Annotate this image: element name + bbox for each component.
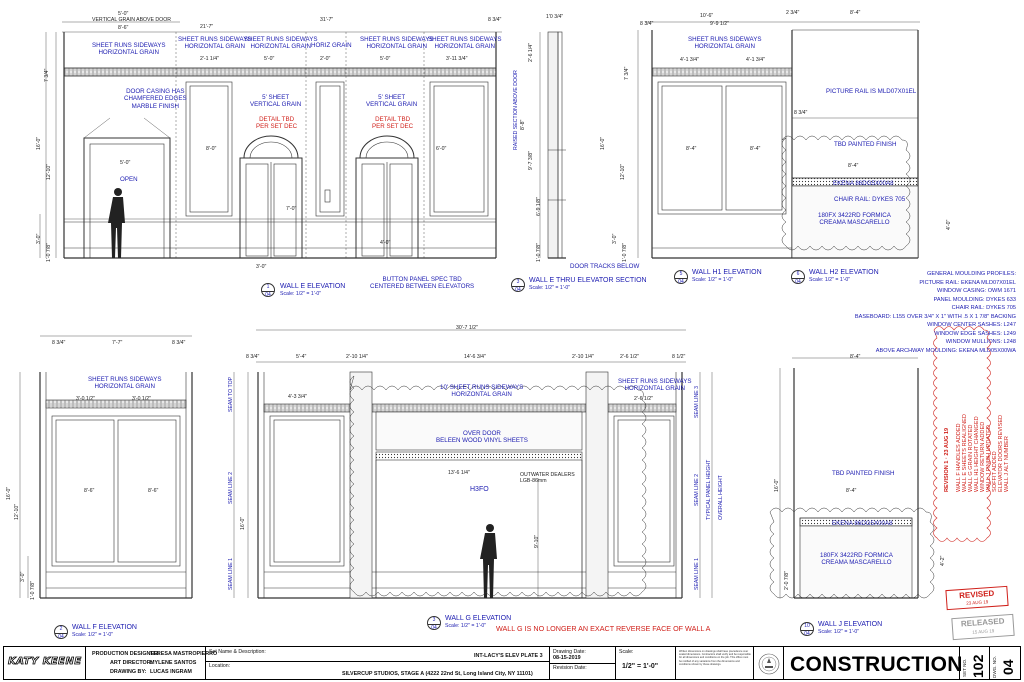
note-g-sheet: 10' SHEET RUNS SIDEWAYS HORIZONTAL GRAIN — [440, 384, 524, 399]
note-h2-picture-rail: PICTURE RAIL IS MLD07X01EL — [826, 88, 917, 95]
note-g-over-door: OVER DOOR BELEEN WOOD VINYL SHEETS — [436, 430, 528, 445]
dim-h1-p2: 4'-1 3/4" — [746, 57, 765, 63]
note-e-sheet5: SHEET RUNS SIDEWAYS HORIZONTAL GRAIN — [428, 36, 502, 51]
dim-e-top4: 31'-7" — [320, 17, 334, 23]
dim-f-h3: 3'-0" — [20, 571, 26, 582]
profile-item: WINDOW CENTER SASHES: L247 — [927, 322, 1016, 328]
dim-e-d1: 5'-0" — [120, 160, 131, 166]
db-label: DRAWING BY: — [110, 669, 147, 675]
dim-g-b: 5'-4" — [296, 354, 307, 360]
credits-cell — [86, 647, 218, 679]
note-h1-sheet: SHEET RUNS SIDEWAYS HORIZONTAL GRAIN — [688, 36, 762, 51]
dim-h1-h3: 12'-10" — [620, 163, 626, 180]
banner-note-wall-g: WALL G IS NO LONGER AN EXACT REVERSE FACE OF WALL A — [496, 624, 711, 633]
dim-g-d: 14'-6 3/4" — [464, 354, 486, 360]
set-name-label: Set Name & Description: — [209, 649, 266, 655]
title-wall-e-thru: WALL E THRU ELEVATOR SECTION — [529, 277, 647, 284]
set-cell — [206, 647, 550, 679]
profile-item: BASEBOARD: L155 OVER 3/4" X 1" WITH .5 X 1 7/8" BACKING — [854, 313, 1016, 320]
dim-h1-top1: 10'-6" — [700, 13, 714, 19]
dim-j-top: 8'-4" — [850, 354, 861, 360]
note-e-door-casing: DOOR CASING HAS CHAMFERED EDGES MARBLE FINISH — [124, 88, 187, 110]
note-et-tracks: DOOR TRACKS BELOW — [570, 263, 640, 270]
note-g-sheet2: SHEET RUNS SIDEWAYS HORIZONTAL GRAIN — [618, 378, 692, 393]
dim-e-top1: 5'-0" — [118, 11, 129, 17]
note-j-ekena: EKENA 86DG5X00A8 — [832, 520, 893, 527]
note-g-seam-r3: SEAM LINE 3 — [694, 385, 700, 418]
dim-et-h5: 1'-0 7/8" — [536, 243, 542, 262]
pd-label: PRODUCTION DESIGNER: — [92, 651, 160, 657]
title-wall-h2: WALL H2 ELEVATION — [809, 269, 879, 276]
section-bubble-h2: 6 04 — [791, 270, 805, 284]
released-stamp: RELEASED 15 AUG 19 — [951, 614, 1014, 640]
dim-g-p1: 4'-3 3/4" — [288, 394, 307, 400]
dim-j-w: 8'-4" — [846, 488, 857, 494]
dim-e-s4: 5'-0" — [380, 56, 391, 62]
note-e-sheet1: SHEET RUNS SIDEWAYS HORIZONTAL GRAIN — [92, 42, 166, 57]
scale-wall-g: Scale: 1/2" = 1'-0" — [445, 623, 487, 629]
dim-e-h5: 1'-0 7/8" — [46, 243, 52, 262]
dim-e-d6: 3'-0" — [256, 264, 267, 270]
dim-e-d2: 8'-0" — [206, 146, 217, 152]
profile-item: PANEL MOULDING: DYKES 633 — [933, 296, 1016, 303]
dim-et-h3: 9'-7 3/8" — [528, 151, 534, 170]
disclaimer-text: Written dimensions on drawings shall have precedence over scaled dimensions. Contractors shall verify and be responsible for all dimensions and conditions on the job. This office must be notified of any variations from the dimensions and conditions shown by these drawings. — [679, 650, 751, 666]
dim-e-top2: 8'-6" — [118, 25, 129, 31]
dim-e-h1: 7 3/4" — [44, 68, 50, 82]
dim-e-h4: 3'-0" — [36, 233, 42, 244]
wall-g-drawing — [234, 330, 712, 598]
title-block — [3, 646, 1021, 680]
set-no-cell — [960, 647, 990, 679]
dim-e-h2: 16'-0" — [36, 136, 42, 150]
scale-wall-e-thru: Scale: 1/2" = 1'-0" — [529, 285, 571, 291]
title-wall-j: WALL J ELEVATION — [818, 621, 883, 628]
profile-item: CHAIR RAIL: DYKES 705 — [951, 305, 1016, 311]
dim-h1-top3: 9'-9 1/2" — [710, 21, 729, 27]
dim-h2-top1: 2 3/4" — [786, 10, 800, 16]
db-value: LUCAS INGRAM — [150, 669, 192, 675]
scale-wall-f: Scale: 1/2" = 1'-0" — [72, 632, 114, 638]
note-j-formica: 180FX 3422RD FORMICA CREAMA MASCARELLO — [820, 552, 893, 567]
general-moulding-profiles — [855, 270, 1016, 355]
title-wall-e: WALL E ELEVATION — [280, 283, 346, 290]
dim-h2-w: 8'-4" — [848, 163, 859, 169]
dim-j-h2: 4'-2" — [940, 555, 946, 566]
revision-item: SOFFIT ADDED — [992, 451, 998, 492]
note-g-overall: OVERALL HEIGHT — [718, 475, 724, 520]
dim-g-g: 8 1/2" — [672, 354, 686, 360]
disclaimer-cell — [676, 647, 754, 679]
dim-f-pan2: 8'-6" — [148, 488, 159, 494]
revision-item: WALL H1 HEIGHT CHANGED — [974, 416, 980, 492]
scale-value: 1/2" = 1'-0" — [622, 663, 659, 670]
scale-cell — [616, 647, 676, 679]
note-g-seam-r2: SEAM LINE 2 — [694, 473, 700, 506]
dim-g-top1: 30'-7 1/2" — [456, 325, 478, 331]
dim-f-pan: 8'-6" — [84, 488, 95, 494]
profile-item: WINDOW MULLIONS: L248 — [945, 339, 1016, 345]
dim-g-p2: 2'-6 1/2" — [634, 396, 653, 402]
dim-h1-pan-a: 8'-4" — [686, 146, 697, 152]
dim-h1-h1: 7 3/4" — [624, 66, 630, 80]
dim-j-h: 16'-0" — [774, 478, 780, 492]
dim-f-top1: 8 3/4" — [52, 340, 66, 346]
scale-wall-h2: Scale: 1/2" = 1'-0" — [809, 277, 851, 283]
set-no-value: 102 — [970, 654, 986, 678]
dim-g-a: 8 3/4" — [246, 354, 260, 360]
section-bubble-e-thru: 3 04 — [511, 278, 525, 292]
drawing-date-label: Drawing Date: — [553, 649, 586, 655]
title-wall-g: WALL G ELEVATION — [445, 615, 512, 622]
note-et-raised: RAISED SECTION ABOVE DOOR — [513, 70, 519, 150]
dim-f-p2: 3'-0 1/2" — [132, 396, 151, 402]
dwg-no-cell — [990, 647, 1021, 679]
note-h2-ekena: EKENA 86DG5X00A8 — [833, 180, 894, 187]
sheet-title-cell — [784, 647, 963, 679]
seal-cell — [754, 647, 784, 679]
dim-h1-h2: 16'-0" — [600, 136, 606, 150]
dim-et-h2: 8'-8" — [520, 119, 526, 130]
note-e-detail2: DETAIL TBD PER SET DEC — [372, 116, 414, 131]
dim-e-top5: 8 3/4" — [488, 17, 502, 23]
note-e-sheet4: SHEET RUNS SIDEWAYS HORIZONTAL GRAIN — [360, 36, 434, 51]
note-h2-tbd: TBD PAINTED FINISH — [834, 141, 897, 148]
note-h2-chair: CHAIR RAIL: DYKES 705 — [834, 196, 906, 203]
dim-h1-h4: 3'-0" — [612, 233, 618, 244]
show-logo: KATY KEENE — [8, 656, 82, 667]
human-scale-figure-g — [480, 524, 497, 598]
note-f-sheet: SHEET RUNS SIDEWAYS HORIZONTAL GRAIN — [88, 376, 162, 391]
dim-et-h4: 6'-9 1/8" — [536, 197, 542, 216]
dim-g-h2: 16'-0" — [240, 516, 246, 530]
dwg-no-label: DWG. NO. — [992, 656, 997, 678]
ad-label: ART DIRECTOR: — [110, 660, 153, 666]
dim-h2-h: 4'-0" — [946, 219, 952, 230]
note-g-typical: TYPICAL PANEL HEIGHT — [706, 459, 712, 520]
dim-f-h2: 12'-10" — [14, 503, 20, 520]
revision-date-label: Revision Date: — [553, 665, 587, 671]
dim-g-e: 2'-10 1/4" — [572, 354, 594, 360]
set-no-label: SET NO. — [962, 658, 967, 677]
location-value: SILVERCUP STUDIOS, STAGE A (4222 22nd St, Long Island City, NY 11101) — [342, 671, 533, 677]
dim-e-s2: 5'-0" — [264, 56, 275, 62]
dim-g-c: 2'-10 1/4" — [346, 354, 368, 360]
title-wall-h1: WALL H1 ELEVATION — [692, 269, 762, 276]
scale-wall-j: Scale: 1/2" = 1'-0" — [818, 629, 860, 635]
dim-e-s1: 2'-1 1/4" — [200, 56, 219, 62]
dim-e-s5: 3'-11 3/4" — [446, 56, 468, 62]
profile-item: ABOVE ARCHWAY MOULDING: EKENA MLD05X00WA — [875, 347, 1016, 354]
dim-f-top3: 8 3/4" — [172, 340, 186, 346]
profile-item: PICTURE RAIL: EKENA MLD07X01EL — [919, 279, 1016, 286]
section-bubble-g: 3 04 — [427, 616, 441, 630]
location-label: Location: — [209, 663, 231, 669]
note-e-detail1: DETAIL TBD PER SET DEC — [256, 116, 298, 131]
dim-e-s3: 2'-0" — [320, 56, 331, 62]
dim-e-d4: 7'-0" — [286, 206, 297, 212]
dim-h1-p1: 4'-1 3/4" — [680, 57, 699, 63]
dim-g-h1: 9'-10" — [534, 534, 540, 548]
dim-e-h3: 12'-10" — [46, 163, 52, 180]
dim-h1-pan-b: 8'-4" — [750, 146, 761, 152]
dim-f-h1: 16'-0" — [6, 486, 12, 500]
dim-f-top2: 7'-7" — [112, 340, 123, 346]
pd-value: TERESA MASTROPIERRO — [150, 651, 218, 657]
dim-et-top: 1'0 3/4" — [546, 14, 564, 20]
dim-e-d3: 6'-0" — [436, 146, 447, 152]
dim-g-door: 13'-6 1/4" — [448, 470, 470, 476]
dates-cell — [550, 647, 616, 679]
dim-f-p1: 3'-0 1/2" — [76, 396, 95, 402]
note-e-vg2: 5' SHEET VERTICAL GRAIN — [366, 94, 418, 109]
dim-h1-top2: 8 3/4" — [640, 21, 654, 27]
section-bubble-j: 10 04 — [800, 622, 814, 636]
scale-wall-h1: Scale: 1/2" = 1'-0" — [692, 277, 734, 283]
dim-f-h4: 1'-0 7/8" — [30, 581, 36, 600]
drawing-date-value: 08-15-2019 — [553, 655, 581, 661]
note-g-seam-top: SEAM TO TOP — [228, 376, 234, 412]
note-e-button-panel: BUTTON PANEL SPEC TBD CENTERED BETWEEN ELEVATORS — [370, 276, 475, 291]
note-e-vg1: 5' SHEET VERTICAL GRAIN — [250, 94, 302, 109]
note-e-open: OPEN — [120, 176, 138, 183]
union-seal-icon — [754, 647, 784, 681]
note-g-mirror-sign: H3FO — [470, 486, 489, 493]
revision-item: WALL E SHEETS REALIGNED — [962, 414, 968, 492]
section-bubble-e: 1 04 — [261, 283, 275, 297]
human-scale-figure — [108, 188, 125, 258]
dim-e-d5: 4'-0" — [380, 240, 391, 246]
note-g-cornice: OUTWATER DEALERS LGB-86mm — [520, 472, 575, 484]
revision-item: WALL J ALT NUMBER — [1004, 436, 1010, 492]
revised-stamp: REVISED 23 AUG 19 — [945, 586, 1008, 610]
logo-cell — [4, 647, 86, 679]
note-g-seam-r1: SEAM LINE 1 — [694, 557, 700, 590]
scale-label: Scale: — [619, 649, 634, 655]
dim-j-h3: 2'-0 7/8" — [784, 571, 790, 590]
section-bubble-f: 2 04 — [54, 625, 68, 639]
note-e-horiz: HORIZ GRAIN — [311, 42, 352, 49]
dim-g-f: 2'-6 1/2" — [620, 354, 639, 360]
set-name-value: INT-LACY'S ELEV PLATE 3 — [474, 653, 543, 659]
ad-value: MYLENE SANTOS — [150, 660, 197, 666]
note-g-seam-2: SEAM LINE 2 — [228, 471, 234, 504]
section-bubble-h1: 5 04 — [674, 270, 688, 284]
dim-h2-top2: 8'-4" — [850, 10, 861, 16]
profile-item: WINDOW EDGE SASHES: L249 — [934, 330, 1016, 337]
revision-item: ELEVATOR DOORS REVISED — [998, 414, 1004, 492]
scale-wall-e: Scale: 1/2" = 1'-0" — [280, 291, 322, 297]
note-vert-above: VERTICAL GRAIN ABOVE DOOR — [92, 17, 171, 23]
dim-h1-h5: 1'-0 7/8" — [622, 243, 628, 262]
revision-item: WALL F HANDLES ADDED — [956, 423, 962, 492]
dim-h2-pr: 8 3/4" — [794, 110, 808, 116]
note-j-tbd: TBD PAINTED FINISH — [832, 470, 895, 477]
profile-item: WINDOW CASING: OWM 1671 — [937, 288, 1016, 294]
revision-title: REVISION 1 · 23 AUG 19 — [944, 427, 950, 492]
dwg-no-value: 04 — [1000, 659, 1016, 675]
note-e-sheet3: SHEET RUNS SIDEWAYS HORIZONTAL GRAIN — [244, 36, 318, 51]
dim-e-top3: 21'-7" — [200, 24, 214, 30]
sheet-title: CONSTRUCTION — [790, 653, 963, 676]
note-h2-formica: 180FX 3422RD FORMICA CREAMA MASCARELLO — [818, 212, 891, 227]
profiles-title: GENERAL MOULDING PROFILES: — [927, 271, 1016, 277]
title-wall-f: WALL F ELEVATION — [72, 624, 137, 631]
note-g-seam-1: SEAM LINE 1 — [228, 557, 234, 590]
revision-item: WINDOW RETURN ADDED — [980, 421, 986, 492]
revision-item: WALL G GRAIN ROTATED — [968, 424, 974, 492]
revision-item: WALL J FINISH UPDATED — [986, 425, 992, 492]
note-e-sheet2: SHEET RUNS SIDEWAYS HORIZONTAL GRAIN — [178, 36, 252, 51]
wall-e-thru-drawing — [540, 32, 566, 258]
dim-et-h1: 2'-6 1/4" — [528, 43, 534, 62]
